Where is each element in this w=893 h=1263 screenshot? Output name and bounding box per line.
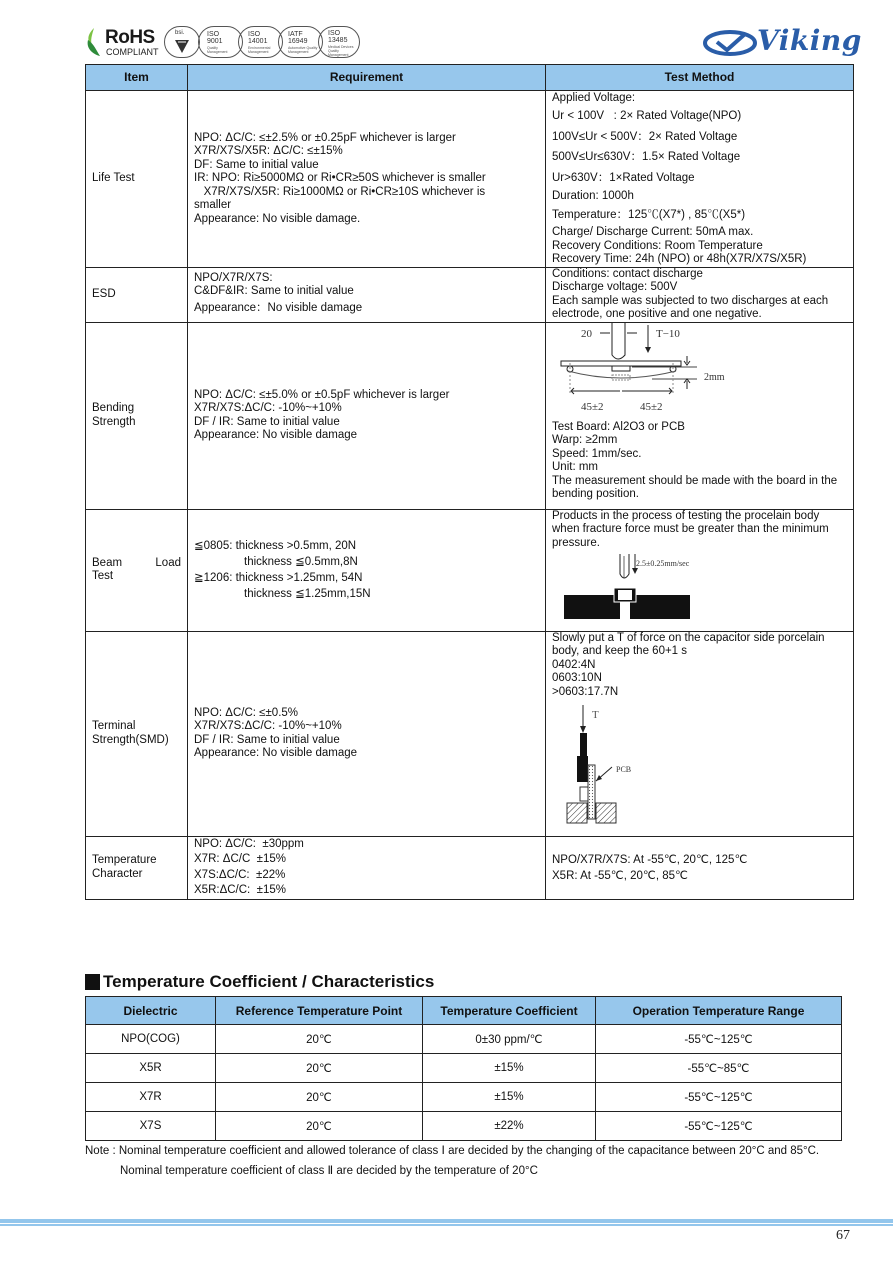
method-line: 0603:10N <box>552 672 602 684</box>
req-line: NPO: ΔC/C: ±30ppm <box>194 837 304 850</box>
method-line: Recovery Conditions: Room Temperature <box>552 239 763 252</box>
req-line: DF / IR: Same to initial value <box>194 415 340 428</box>
method-line: The measurement should be made with the board in the bending position. <box>552 474 838 500</box>
method-line: Products in the process of testing the procelain body when fracture force must be greater than the minimum pressure. <box>552 509 829 549</box>
note-line-1: Note : Nominal temperature coefficient and allowed tolerance of class Ⅰ are decided by the changing of the capacitance between 20°C and 85°C. <box>85 1145 820 1157</box>
bsi-kitemark-icon <box>174 38 190 54</box>
req-line: NPO: ΔC/C: ≤±5.0% or ±0.5pF whichever is larger <box>194 388 450 401</box>
item-word: Load <box>155 556 181 569</box>
method-line: Ur < 100V : 2× Rated Voltage(NPO) <box>552 110 742 122</box>
cert-line1: IATF <box>288 31 303 38</box>
item-label <box>92 557 181 571</box>
req-line: Appearance: No visible damage. <box>194 212 361 225</box>
method-line: Temperature：125℃(X7*) , 85℃(X5*) <box>552 209 746 221</box>
viking-eye-icon <box>703 28 757 58</box>
rohs-title: RoHS <box>105 27 155 48</box>
item-word: Test <box>92 570 114 582</box>
req-line: thickness ≦0.5mm,8N <box>244 556 358 568</box>
cert-iso14001 <box>238 26 283 58</box>
cert-line2: 13485 <box>328 37 348 44</box>
requirement-cell <box>188 836 546 899</box>
certification-badges <box>164 26 360 58</box>
method-line: 0402:4N <box>552 658 596 671</box>
item-cell <box>86 322 188 509</box>
item-label: Strength <box>92 415 136 428</box>
cert-line2: 16949 <box>288 38 308 45</box>
table-row-life-test <box>86 91 854 268</box>
cert-line1: ISO <box>328 30 341 37</box>
cell-temp-coefficient: ±15% <box>423 1083 596 1112</box>
arrow-down-icon <box>632 568 638 574</box>
table-row <box>86 1025 842 1054</box>
req-line: X7S:ΔC/C: ±22% <box>194 868 286 881</box>
requirement-cell <box>188 631 546 836</box>
rohs-subtitle: COMPLIANT <box>106 47 159 57</box>
item-cell <box>86 91 188 268</box>
cell-temp-coefficient: ±22% <box>423 1112 596 1141</box>
method-cell <box>546 509 854 631</box>
footer-divider <box>0 1219 893 1223</box>
terminal-strength-diagram <box>552 699 848 829</box>
method-cell <box>546 267 854 322</box>
cert-sub: Environmental Management <box>248 46 271 54</box>
header-test-method: Test Method <box>546 65 854 91</box>
cert-line1: ISO <box>248 31 261 38</box>
temperature-coefficient-table <box>85 996 842 1141</box>
cell-temp-coefficient: 0±30 ppm/℃ <box>423 1025 596 1054</box>
table-row-temperature-character <box>86 836 854 899</box>
cell-operation-range: -55℃~85℃ <box>596 1054 842 1083</box>
item-label: ESD <box>92 287 116 300</box>
req-line: NPO/X7R/X7S: <box>194 271 273 284</box>
beam-load-diagram <box>552 550 848 628</box>
method-line: >0603:17.7N <box>552 685 619 698</box>
cert-sub: Medical Devices Quality Management <box>328 45 354 57</box>
cell-operation-range: -55℃~125℃ <box>596 1025 842 1054</box>
method-line: Unit: mm <box>552 461 598 473</box>
header-temp-coefficient: Temperature Coefficient <box>423 997 596 1025</box>
brand-name: Viking <box>757 24 862 57</box>
method-line: Warp: ≥2mm <box>552 434 618 446</box>
item-label: Bending <box>92 402 135 414</box>
bending-test-diagram <box>552 323 848 421</box>
cell-dielectric: X7S <box>86 1112 216 1141</box>
req-line: X7R/X7S/X5R: Ri≥1000MΩ or Ri•CR≥10S whichever is <box>194 185 486 198</box>
cell-reference-temp: 20℃ <box>216 1112 423 1141</box>
reliability-test-table <box>85 64 854 900</box>
diagram-label-t10: T−10 <box>656 327 680 340</box>
method-line: Speed: 1mm/sec. <box>552 447 642 460</box>
req-line: smaller <box>194 199 232 211</box>
item-label: Terminal <box>92 720 136 732</box>
item-label: Life Test <box>92 172 135 184</box>
cert-iatf16949 <box>278 26 323 58</box>
item-word: Beam <box>92 556 123 569</box>
req-line: X7R/X7S/X5R: ΔC/C: ≤±15% <box>194 145 343 157</box>
item-label: Temperature <box>92 854 157 866</box>
header-operation-range: Operation Temperature Range <box>596 997 842 1025</box>
method-line: Conditions: contact discharge <box>552 267 703 280</box>
cert-line2: 9001 <box>207 38 223 45</box>
item-cell <box>86 836 188 899</box>
req-line: IR: NPO: Ri≥5000MΩ or Ri•CR≥50S whichever is smaller <box>194 172 486 184</box>
method-line: Duration: 1000h <box>552 190 634 202</box>
req-line: NPO: ΔC/C: ≤±2.5% or ±0.25pF whichever is larger <box>194 131 456 144</box>
bsi-badge <box>164 26 200 58</box>
requirement-cell <box>188 322 546 509</box>
req-line: Appearance：No visible damage <box>194 301 363 314</box>
req-line: X7R: ΔC/C ±15% <box>194 853 286 865</box>
method-line: Each sample was subjected to two discharges at each electrode, one positive and one negative. <box>552 294 829 320</box>
cert-sub: Automotive Quality Management <box>288 46 318 54</box>
item-label: Strength(SMD) <box>92 733 169 746</box>
method-line: NPO/X7R/X7S: At -55℃, 20℃, 125℃ <box>552 853 748 866</box>
cell-reference-temp: 20℃ <box>216 1054 423 1083</box>
method-cell <box>546 322 854 509</box>
section-bullet-icon <box>85 974 100 990</box>
header-item: Item <box>86 65 188 91</box>
req-line: X5R:ΔC/C: ±15% <box>194 884 286 896</box>
req-line: ≧1206: thickness >1.25mm, 54N <box>194 572 363 584</box>
req-line: Appearance: No visible damage <box>194 429 358 441</box>
cell-dielectric: X7R <box>86 1083 216 1112</box>
requirement-cell <box>188 509 546 631</box>
table-row <box>86 1112 842 1141</box>
cell-reference-temp: 20℃ <box>216 1025 423 1054</box>
table-row-bending-strength <box>86 322 854 509</box>
method-line: Recovery Time: 24h (NPO) or 48h(X7R/X7S/X5R) <box>552 253 807 265</box>
req-line: NPO: ΔC/C: ≤±0.5% <box>194 706 299 719</box>
diagram-pcb-label: PCB <box>616 765 632 774</box>
bsi-label: bsi. <box>175 30 185 36</box>
req-line: Appearance: No visible damage <box>194 747 358 759</box>
method-line: Ur>630V：1×Rated Voltage <box>552 171 695 184</box>
cell-temp-coefficient: ±15% <box>423 1054 596 1083</box>
header-requirement: Requirement <box>188 65 546 91</box>
item-cell <box>86 267 188 322</box>
item-cell <box>86 631 188 836</box>
method-line: 500V≤Ur≤630V：1.5× Rated Voltage <box>552 151 741 163</box>
cert-sub: Quality Management <box>207 46 228 54</box>
table-header-row <box>86 997 842 1025</box>
cert-line2: 14001 <box>248 38 268 45</box>
cell-operation-range: -55℃~125℃ <box>596 1083 842 1112</box>
leaf-icon <box>86 28 102 56</box>
header-dielectric: Dielectric <box>86 997 216 1025</box>
req-line: X7R/X7S:ΔC/C: -10%~+10% <box>194 402 342 414</box>
method-line: X5R: At -55℃, 20℃, 85℃ <box>552 869 688 882</box>
diagram-span-right: 45±2 <box>640 400 663 413</box>
req-line: DF: Same to initial value <box>194 158 319 171</box>
force-arrow-icon <box>580 726 586 733</box>
item-label: Character <box>92 867 143 880</box>
method-line: Slowly put a T of force on the capacitor side porcelain body, and keep the 60+1 s <box>552 631 825 657</box>
page-number: 67 <box>836 1228 850 1243</box>
rohs-logo <box>86 26 158 58</box>
method-cell <box>546 91 854 268</box>
cell-dielectric: NPO(COG) <box>86 1025 216 1054</box>
req-line: C&DF&IR: Same to initial value <box>194 285 354 297</box>
header-reference-temp: Reference Temperature Point <box>216 997 423 1025</box>
req-line: ≦0805: thickness >0.5mm, 20N <box>194 540 357 552</box>
table-row-esd <box>86 267 854 322</box>
cert-iso9001 <box>198 26 243 58</box>
method-line: Charge/ Discharge Current: 50mA max. <box>552 226 754 238</box>
cell-dielectric: X5R <box>86 1054 216 1083</box>
diagram-span-left: 45±2 <box>581 400 604 413</box>
requirement-cell <box>188 91 546 268</box>
table-header-row <box>86 65 854 91</box>
req-line: DF / IR: Same to initial value <box>194 733 340 746</box>
diagram-force-label: T <box>592 709 599 721</box>
table-row-beam-load-test <box>86 509 854 631</box>
diagram-speed-label: 2.5±0.25mm/sec <box>636 559 690 568</box>
req-line: X7R/X7S:ΔC/C: -10%~+10% <box>194 720 342 732</box>
cert-line1: ISO <box>207 31 220 38</box>
cell-reference-temp: 20℃ <box>216 1083 423 1112</box>
footer-divider-thin <box>0 1224 893 1226</box>
method-cell <box>546 631 854 836</box>
method-cell <box>546 836 854 899</box>
table-row-terminal-strength <box>86 631 854 836</box>
req-line: thickness ≦1.25mm,15N <box>244 588 371 600</box>
item-cell <box>86 509 188 631</box>
method-line: Test Board: Al2O3 or PCB <box>552 420 685 433</box>
table-row <box>86 1054 842 1083</box>
cell-operation-range: -55℃~125℃ <box>596 1112 842 1141</box>
method-line: 100V≤Ur < 500V：2× Rated Voltage <box>552 130 738 143</box>
note-line-2: Nominal temperature coefficient of class Ⅱ are decided by the temperature of 20°C <box>120 1165 538 1177</box>
viking-logo <box>703 24 862 60</box>
method-line: Applied Voltage: <box>552 92 636 104</box>
method-line: Discharge voltage: 500V <box>552 281 678 293</box>
diagram-label-20: 20 <box>581 327 592 340</box>
table-row <box>86 1083 842 1112</box>
section-title <box>85 972 434 992</box>
diagram-label-warp: 2mm <box>704 371 725 383</box>
section-title-text: Temperature Coefficient / Characteristics <box>103 972 435 991</box>
cert-iso13485 <box>318 26 360 58</box>
requirement-cell <box>188 267 546 322</box>
